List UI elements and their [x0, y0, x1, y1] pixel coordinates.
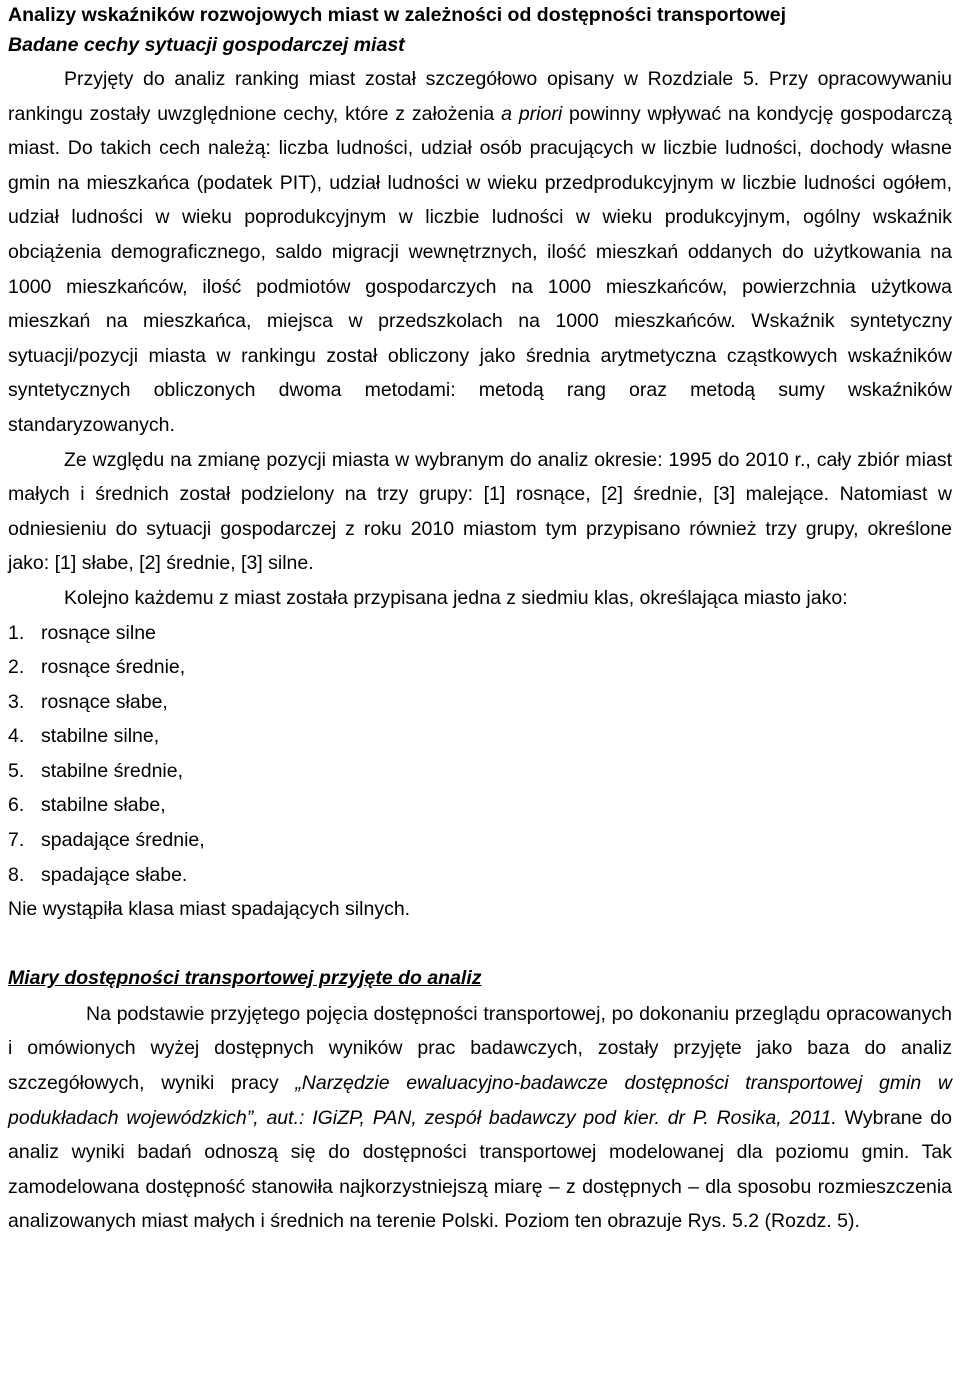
list-item-number: 1.	[8, 621, 25, 644]
list-item	[8, 650, 952, 685]
paragraph-ranking-features	[8, 62, 952, 443]
paragraph-transport-measures	[8, 997, 952, 1239]
list-item	[8, 616, 952, 651]
italic-citation: „Narzędzie ewaluacyjno-badawcze dostępności transportowej gmin w podukładach wojewódzkich”, aut.: IGiZP, PAN, zespół badawczy pod kier. dr P. Rosika, 2011.	[8, 1072, 952, 1129]
list-item-number: 2.	[8, 656, 25, 679]
paragraph-text: Na podstawie przyjętego pojęcia dostępności transportowej, po dokonaniu przeglądu opracowanych i omówionych wyżej dostępnych wyników prac badawczych, zostały przyjęte jako baza do analiz szczegółowych, wyniki pracy	[8, 1002, 952, 1095]
list-item-number: 8.	[8, 863, 25, 886]
paragraph-groups: Ze względu na zmianę pozycji miasta w wybranym do analiz okresie: 1995 do 2010 r., cały zbiór miast małych i średnich został podzielony na trzy grupy: [1] rosnące, [2] średnie, [3] malejące. Natomiast w odniesieniu do sytuacji gospodarczej z roku 2010 miastom tym przypisano również trzy grupy, określone jako: [1] słabe, [2] średnie, [3] silne.	[8, 448, 952, 575]
list-item-label: spadające słabe.	[41, 863, 188, 886]
paragraph-text: powinny wpływać na kondycję gospodarczą miast. Do takich cech należą: liczba ludności, udział osób pracujących w liczbie ludności, dochody własne gmin na mieszkańca (podatek PIT), udział ludności w wieku przedprodukcyjnym w liczbie ludności ogółem, udział ludności w wieku poprodukcyjnym w liczbie ludności w wieku produkcyjnym, ogólny wskaźnik obciążenia demograficznego, saldo migracji wewnętrznych, ilość mieszkań oddanych do użytkowania na 1000 mieszkańców, ilość podmiotów gospodarczych na 1000 mieszkańców, powierzchnia użytkowa mieszkań na mieszkańca, miejsca w przedszkolach na 1000 mieszkańców. Wskaźnik syntetyczny sytuacji/pozycji miasta w rankingu został obliczony jako średnia arytmetyczna cząstkowych wskaźników syntetycznych obliczonych dwoma metodami: metodą rang oraz metodą sumy wskaźników standaryzowanych.	[8, 102, 952, 436]
list-item-label: spadające średnie,	[41, 829, 205, 852]
list-item	[8, 858, 952, 893]
paragraph-classes-intro: Kolejno każdemu z miast została przypisana jedna z siedmiu klas, określająca miasto jako:	[64, 586, 848, 609]
list-item-label: rosnące silne	[41, 621, 156, 644]
section-subtitle: Badane cechy sytuacji gospodarczej miast	[8, 34, 405, 56]
list-item-label: rosnące słabe,	[41, 690, 168, 713]
list-item	[8, 823, 952, 858]
list-item-number: 6.	[8, 794, 25, 817]
list-item-label: stabilne średnie,	[41, 759, 184, 782]
paragraph-text: Wybrane do analiz wyniki badań odnoszą się do dostępności transportowej modelowanej dla poziomu gmin. Tak zamodelowana dostępność stanowiła najkorzystniejszą miarę – z dostępnych – dla sposobu rozmieszczenia analizowanych miast małych i średnich na terenie Polski. Poziom ten obrazuje Rys. 5.2 (Rozdz. 5).	[8, 1106, 952, 1233]
classes-list	[8, 616, 952, 893]
list-item-label: rosnące średnie,	[41, 656, 186, 679]
list-item-number: 4.	[8, 725, 25, 748]
list-item	[8, 788, 952, 823]
list-item	[8, 685, 952, 720]
list-item-number: 3.	[8, 690, 25, 713]
list-item-number: 5.	[8, 759, 25, 782]
document-title: Analizy wskaźników rozwojowych miast w zależności od dostępności transportowej	[8, 4, 786, 26]
list-item	[8, 719, 952, 754]
section-heading-transport: Miary dostępności transportowej przyjęte do analiz	[8, 966, 482, 989]
list-item-label: stabilne silne,	[41, 725, 160, 748]
list-item-label: stabilne słabe,	[41, 794, 166, 817]
list-item	[8, 754, 952, 789]
paragraph-missing-class: Nie wystąpiła klasa miast spadających silnych.	[8, 898, 411, 921]
paragraph-text: Przyjęty do analiz ranking miast został szczegółowo opisany w Rozdziale 5. Przy opracowywaniu rankingu zostały uwzględnione cechy, które z założenia	[8, 68, 952, 125]
list-item-number: 7.	[8, 829, 25, 852]
italic-term: a priori	[501, 102, 563, 125]
